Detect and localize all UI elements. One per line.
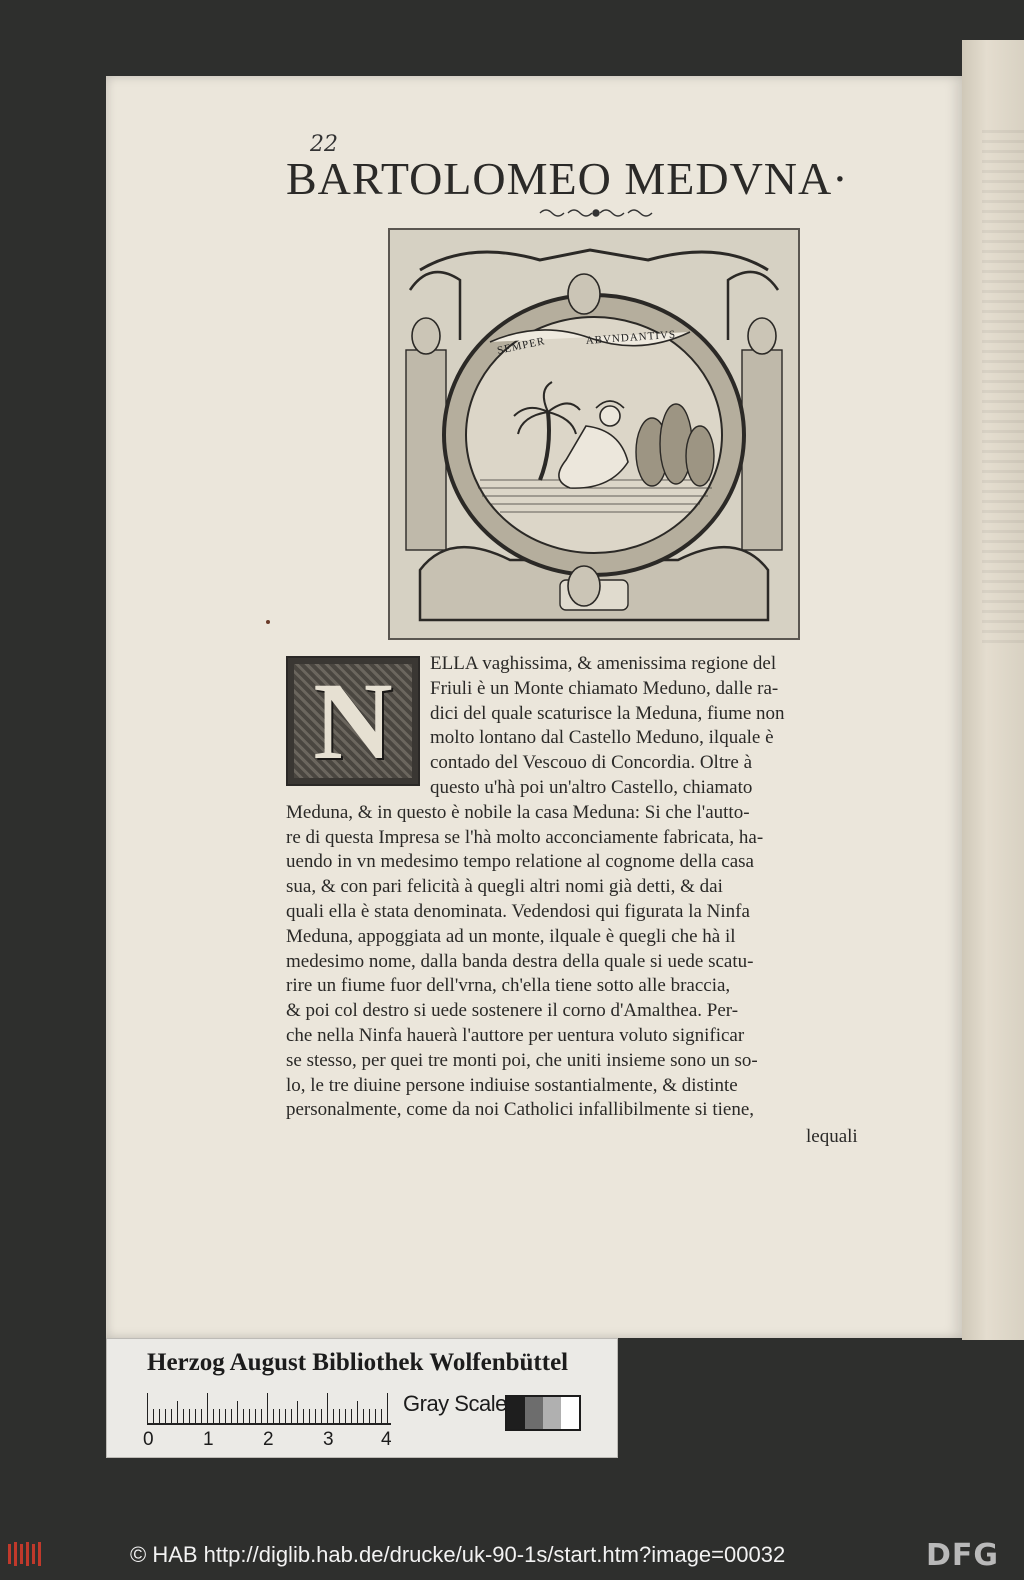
emblem-engraving (388, 228, 800, 640)
decorated-initial (286, 656, 420, 786)
ruler-numbers (143, 1429, 403, 1453)
text-line: Meduna, & in questo è nobile la casa Meduna: Si che l'autto- (286, 801, 750, 823)
ruler-number: 4 (381, 1429, 392, 1450)
text-line: rire un fiume fuor dell'vrna, ch'ella tiene sotto alle braccia, (286, 975, 731, 997)
ruler-tick (291, 1409, 292, 1423)
emblem-illustration (390, 230, 798, 638)
ruler-tick (309, 1409, 310, 1423)
ruler-tick (237, 1401, 238, 1423)
ruler-tick (147, 1393, 148, 1423)
text-line: se stesso, per quei tre monti poi, che uniti insieme sono un so- (286, 1049, 758, 1071)
ruler-tick (267, 1393, 268, 1423)
ruler-tick (297, 1401, 298, 1423)
ruler-tick (327, 1393, 328, 1423)
show-through-text (982, 130, 1024, 650)
gray-swatch (543, 1397, 561, 1429)
institution-name: Herzog August Bibliothek Wolfenbüttel (147, 1349, 569, 1376)
gray-swatch (507, 1397, 525, 1429)
ruler-tick (261, 1409, 262, 1423)
ruler-tick (195, 1409, 196, 1423)
ruler-tick (279, 1409, 280, 1423)
hab-logo-icon (6, 1540, 46, 1568)
text-line: contado del Vescouo di Concordia. Oltre à (430, 752, 753, 774)
text-line: lo, le tre diuine persone indiuise sostantialmente, & distinte (286, 1074, 738, 1096)
margin-mark (266, 620, 270, 624)
text-line: che nella Ninfa hauerà l'auttore per uentura voluto significar (286, 1024, 745, 1046)
ruler-tick (387, 1393, 388, 1423)
text-line: molto lontano dal Castello Meduno, ilquale è (430, 727, 774, 749)
page-number: 22 (310, 132, 338, 157)
ruler-tick (351, 1409, 352, 1423)
dfg-logo: DFG (926, 1538, 1000, 1573)
next-page-edge (962, 40, 1024, 1340)
text-line: quali ella è stata denominata. Vedendosi qui figurata la Ninfa (286, 900, 750, 922)
ruler-tick (183, 1409, 184, 1423)
ruler-tick (207, 1393, 208, 1423)
ruler-tick (369, 1409, 370, 1423)
ruler-tick (153, 1409, 154, 1423)
ruler-number: 1 (203, 1429, 214, 1450)
gray-scale-label: Gray Scale (403, 1391, 507, 1416)
ruler-tick (165, 1409, 166, 1423)
ruler-tick (339, 1409, 340, 1423)
ruler-tick (225, 1409, 226, 1423)
ruler-tick (381, 1409, 382, 1423)
motto-right: ABVNDANTIVS (585, 328, 677, 347)
ruler-tick (201, 1409, 202, 1423)
ruler-tick (219, 1409, 220, 1423)
title-ornament (536, 206, 656, 220)
ruler-tick (363, 1409, 364, 1423)
text-line: re di questa Impresa se l'hà molto acconciamente fabricata, ha- (286, 826, 764, 848)
ruler-scale (147, 1393, 391, 1425)
text-line: medesimo nome, dalla banda destra della quale si uede scatu- (286, 950, 754, 972)
ruler-tick (177, 1401, 178, 1423)
text-line: dici del quale scaturisce la Meduna, fiume non (430, 702, 785, 724)
ruler-tick (255, 1409, 256, 1423)
text-line: & poi col destro si uede sostenere il corno d'Amalthea. Per- (286, 1000, 739, 1022)
text-line: personalmente, come da noi Catholici infallibilmente si tiene, (286, 1099, 755, 1121)
ruler-tick (231, 1409, 232, 1423)
text-line: sua, & con pari felicità à quegli altri nomi già detti, & dai (286, 876, 723, 898)
ruler-tick (273, 1409, 274, 1423)
ruler-number: 2 (263, 1429, 274, 1450)
ruler-tick (249, 1409, 250, 1423)
color-calibration-bar (106, 1338, 618, 1458)
ruler-number: 3 (323, 1429, 334, 1450)
text-line: Friuli è un Monte chiamato Meduno, dalle ra- (430, 677, 779, 699)
ruler-tick (159, 1409, 160, 1423)
gray-scale-swatches (505, 1395, 581, 1431)
gray-swatch (525, 1397, 543, 1429)
text-line: questo u'hà poi un'altro Castello, chiamato (430, 776, 753, 798)
ruler-tick (243, 1409, 244, 1423)
gray-swatch (561, 1397, 579, 1429)
text-line: uendo in vn medesimo tempo relatione al cognome della casa (286, 851, 754, 873)
initial-letter: N (313, 659, 393, 782)
body-text (286, 652, 906, 1123)
ruler-tick (333, 1409, 334, 1423)
motto-left: SEMPER (496, 335, 547, 357)
catchword: lequali (806, 1126, 858, 1147)
ruler-tick (303, 1409, 304, 1423)
book-page (106, 76, 962, 1338)
ruler-tick (357, 1401, 358, 1423)
page-title: BARTOLOMEO MEDVNA· (286, 153, 849, 204)
ruler-tick (321, 1409, 322, 1423)
ruler-tick (375, 1409, 376, 1423)
ruler-tick (213, 1409, 214, 1423)
ruler-tick (171, 1409, 172, 1423)
ruler-tick (285, 1409, 286, 1423)
footer-bar (0, 1532, 1024, 1580)
ruler-tick (315, 1409, 316, 1423)
text-line: ELLA vaghissima, & amenissima regione del (430, 653, 777, 674)
text-line: Meduna, appoggiata ad un monte, ilquale è quegli che hà il (286, 925, 736, 947)
ruler-tick (345, 1409, 346, 1423)
ruler-tick (189, 1409, 190, 1423)
ruler-number: 0 (143, 1429, 154, 1450)
footer-credit-link[interactable]: © HAB http://diglib.hab.de/drucke/uk-90-1s/start.htm?image=00032 (130, 1542, 786, 1567)
